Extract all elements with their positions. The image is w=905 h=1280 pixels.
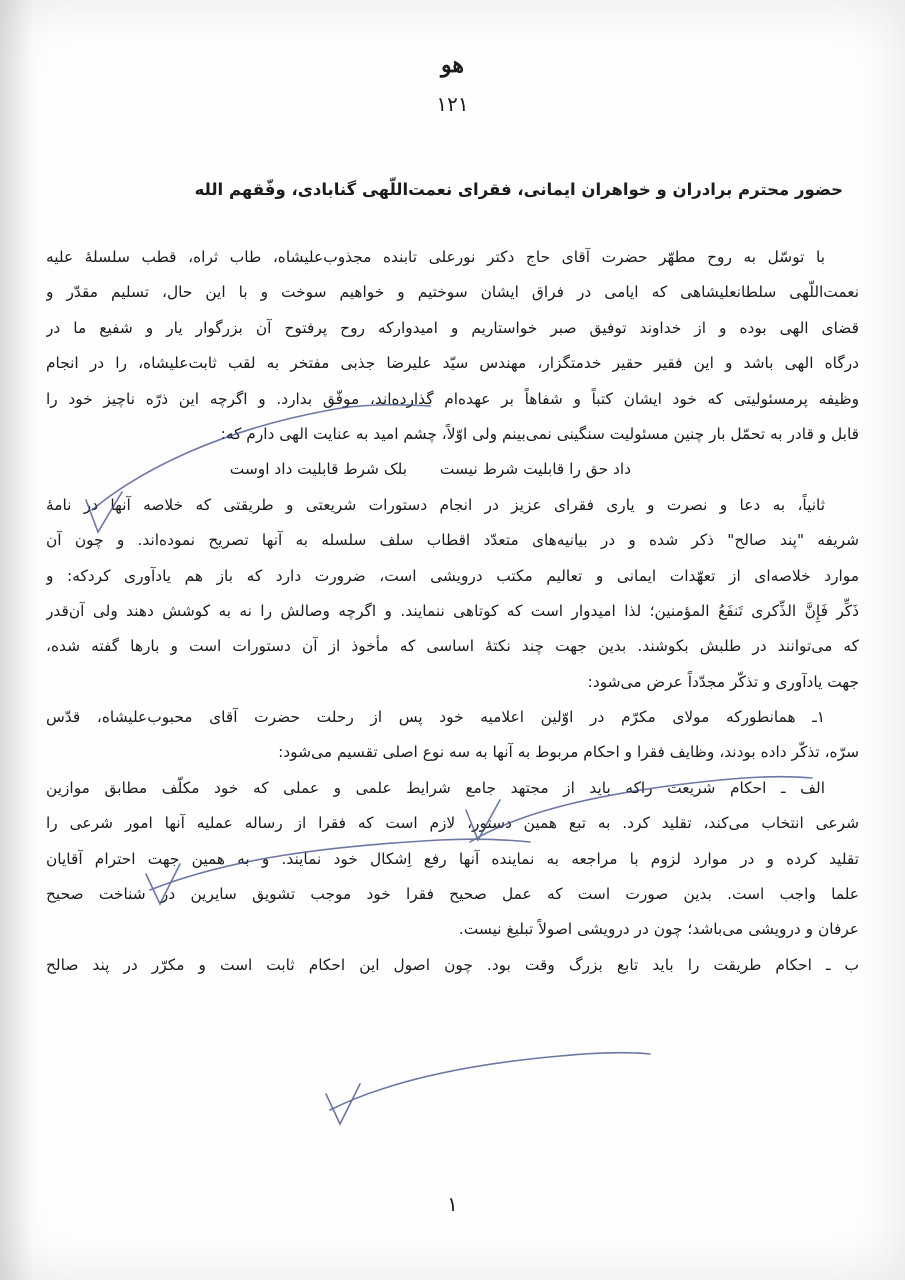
body-line: ۱ـ همانطورکه مولای مکرّم در اوّلین اعلامیه خود پس از رحلت حضرت آقای محبوب‌علیشاه، قدّس [46, 708, 825, 727]
body-line: شرعی انتخاب می‌کند، تقلید کرد. به تبع همین دستور، لازم است که فقرا از رساله عملیه آنها امور شرعی را [46, 814, 859, 833]
body-line: قضای الهی بوده و از خداوند توفیق صبر خواستاریم و امیدوارکه روح پرفتوح آن بزرگوار یار و شفیع ما در [46, 318, 859, 337]
letter-body [46, 240, 859, 983]
announcement-number: ۱۲۱ [436, 92, 469, 116]
body-line: الف ـ احکام شریعت راکه باید از مجتهد جامع شرایط علمی و عملی که خود مکلّف مطابق موازین [46, 778, 825, 797]
body-line: ثانیاً، به دعا و نصرت و یاری فقرای عزیز در انجام دستورات شریعتی و طریقتی که خلاصه آنها در نامهٔ [46, 495, 825, 514]
body-line: با توسّل به روح مطهّر حضرت آقای حاج دکتر نورعلی تابنده مجذوب‌علیشاه، طاب ثراه، قطب سلسلهٔ علیه [46, 248, 825, 266]
body-line: علما واجب است. بدین صورت است که عمل صحیح فقرا خود موجب تشویق سایرین در شناخت صحیح [46, 885, 859, 904]
salutation-line: حضور محترم برادران و خواهران ایمانی، فقرای نعمت‌اللّهی گنابادی، وفّقهم الله [194, 180, 843, 199]
invocation-heading: هو [441, 52, 464, 78]
pen-check-mark [326, 1084, 360, 1124]
pen-stroke-mark [330, 1053, 650, 1110]
body-line: موارد خلاصه‌ای از تعهّدات ایمانی و تعالیم مکتب درویشی است، ضرورت دارد که باز هم یادآوری کردکه: و [46, 566, 859, 585]
body-line: وظیفه پرمسئولیتی که خود ایشان کتباً و شفاهاً بر عهده‌ام گذارده‌اند، موفّق بدارد. و اگرچه این ذرّه ناچیز خود را [46, 389, 859, 408]
verse-hemistich-2: بلک شرط قابلیت داد اوست [229, 460, 407, 479]
page-number: ۱ [447, 1192, 458, 1216]
body-line: ذَکِّر فَإِنَّ الذِّکری تَنفَعُ المؤمنین؛ لذا امیدوار است که کوتاهی ننمایند. و اگرچه وصالش را نه به کوشش دهند ولی آن‌قدر [46, 601, 859, 620]
body-line: نعمت‌اللّهی سلطانعلیشاهی که ایامی در فراق ایشان سوختیم و خواهیم سوخت و با این حال، تسلیم مقدّر و [46, 283, 859, 302]
body-line: ب ـ احکام طریقت را باید تابع بزرگ وقت بود. چون اصول این احکام ثابت است و مکرّر در پند صالح [46, 955, 859, 974]
body-line: تقلید کرده و در موارد لزوم با مراجعه به نماینده آنها رفع اِشکال خود نمایند. و به همین جهت احترام آقایان [46, 849, 859, 868]
body-line: سرّه، تذکّر داده بودند، وظایف فقرا و احکام مربوط به آنها به سه نوع اصلی تقسیم می‌شود: [278, 743, 859, 762]
body-line: عرفان و درویشی می‌باشد؛ چون در درویشی اصولاً تبلیغ نیست. [458, 920, 859, 939]
body-line: درگاه الهی باشد و این فقیر حقیر خدمتگزار، مهندس سیّد علیرضا جذبی مفتخر به لقب ثابت‌علیشاه، را در انجام [46, 354, 859, 373]
verse-hemistich-1: داد حق را قابلیت شرط نیست [439, 460, 631, 479]
poem-verse [46, 452, 859, 487]
body-line: شریفه "پند صالح" ذکر شده و در بیانیه‌های متعدّد اقطاب سلف سلسله به آنها تصریح نموده‌اند. و چون آن [46, 531, 859, 550]
body-line: قابل و قادر به تحمّل بار چنین مسئولیت سنگینی نمی‌بینم ولی اوّلاً، چشم امید به عنایت الهی دارم که: [220, 424, 859, 443]
page-fold-shadow [0, 0, 34, 1280]
body-line: که می‌توانند در طلبش بکوشند. بدین جهت چند نکتهٔ اساسی که مأخوذ از آن دستورات است و بارها گفته شده، [46, 637, 859, 656]
body-line: جهت یادآوری و تذکّر مجدّداً عرض می‌شود: [587, 672, 859, 691]
